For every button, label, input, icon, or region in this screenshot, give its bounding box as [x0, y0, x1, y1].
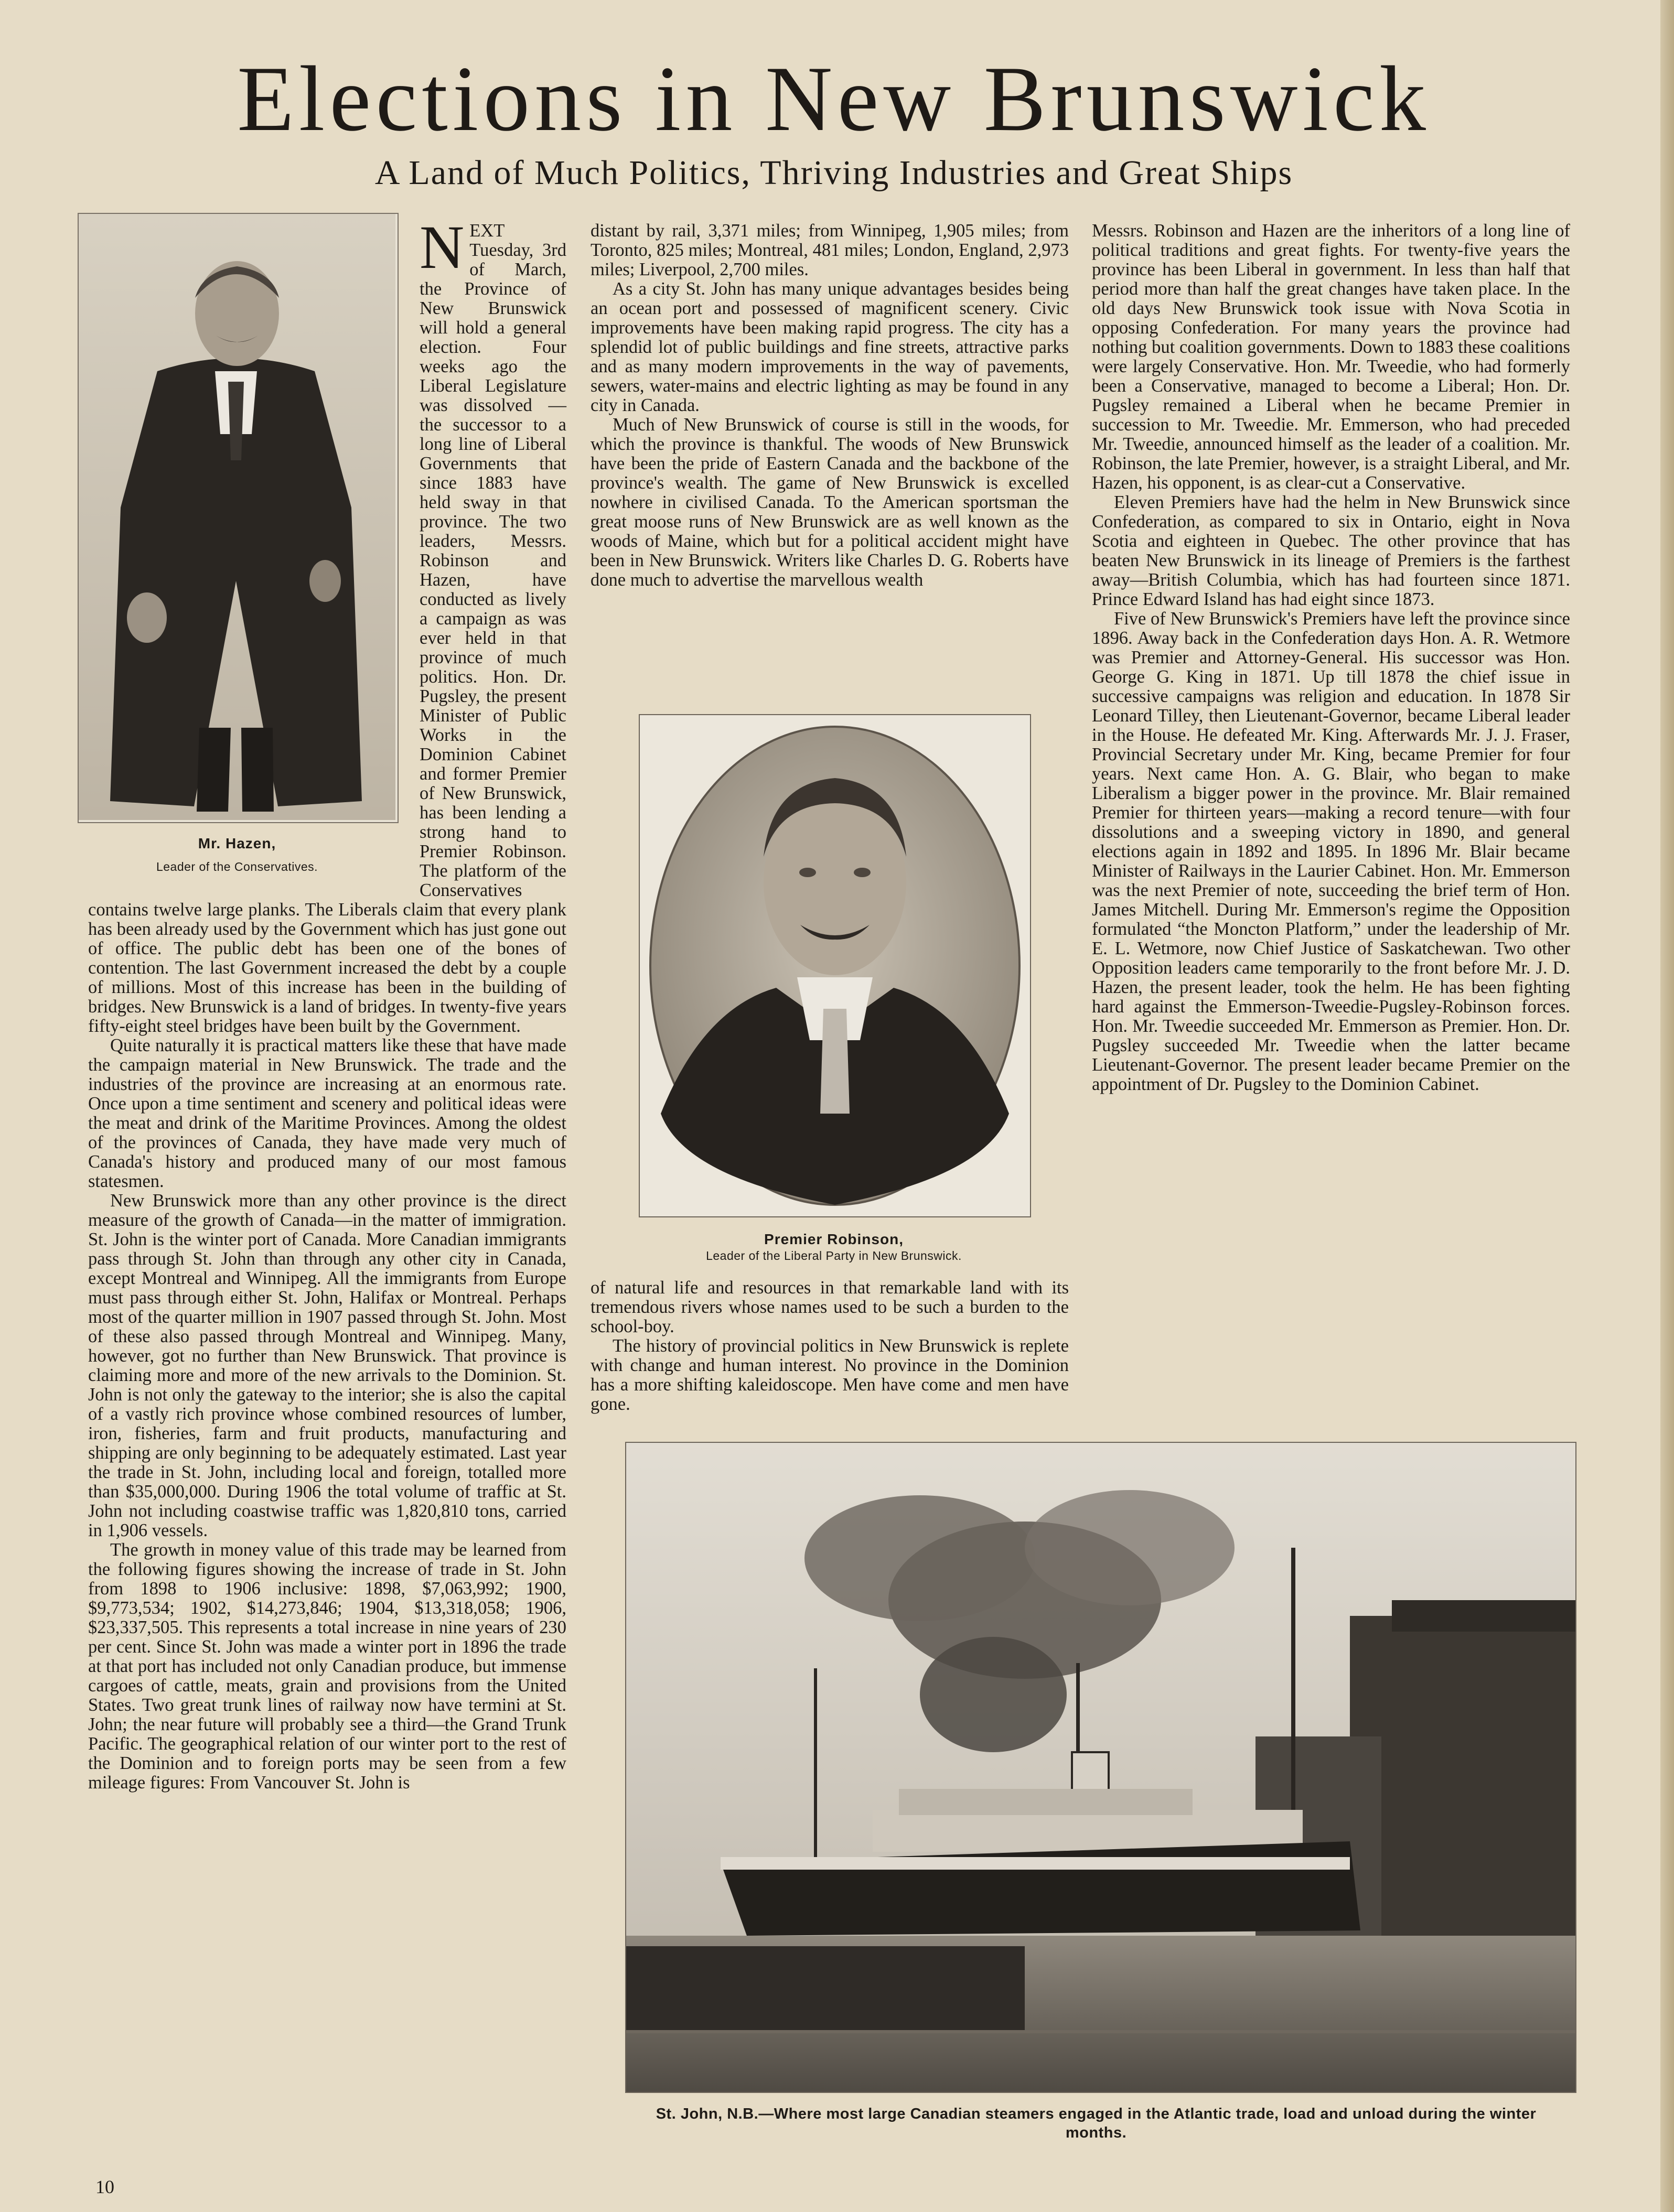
hazen-caption-name: Mr. Hazen, [198, 835, 276, 851]
paragraph: Quite naturally it is practical matters like these that have made the campaign material in New Brunswick. The trade and the industries of the province are increasing at an enormous rate. Once upon a time sentiment and scenery and political ideas were the meat and drink of the Maritime Provinces. Among the oldest of the provinces of Canada, they have made very much of Canada's history and produced many of our most famous statesmen. [88, 1035, 566, 1191]
robinson-photo [639, 714, 1031, 1217]
drop-cap: N [420, 213, 465, 282]
steamship-harbour-image [626, 1443, 1575, 2092]
hazen-photo [78, 213, 399, 823]
page-number: 10 [95, 2176, 114, 2197]
binding-edge [1660, 0, 1674, 2212]
column-2-bottom [591, 1278, 1069, 1414]
ship-photo [625, 1442, 1576, 2093]
robinson-caption-role: Leader of the Liberal Party in New Brunswick. [706, 1249, 962, 1263]
paragraph: distant by rail, 3,371 miles; from Winnipeg, 1,905 miles; from Toronto, 825 miles; Montreal, 481 miles; London, England, 2,973 miles; Liverpool, 2,700 miles. [591, 221, 1069, 279]
article-subtitle: A Land of Much Politics, Thriving Industries and Great Ships [374, 154, 1293, 192]
paragraph: As a city St. John has many unique advantages besides being an ocean port and possessed of magnificent scenery. Civic improvements have been making rapid progress. The city has a splendid lot of public buildings and fine streets, attractive parks and as many modern improvements in the way of pavements, sewers, water-mains and electric lighting as may be found in any city in Canada. [591, 279, 1069, 415]
column-1 [88, 213, 566, 1793]
paragraph: The history of provincial politics in New Brunswick is replete with change and human interest. No province in the Dominion has a more shifting kaleidoscope. Men have come and men have gone. [591, 1336, 1069, 1414]
paragraph: of natural life and resources in that remarkable land with its tremendous rivers whose names used to be such a burden to the school-boy. [591, 1278, 1069, 1336]
ship-caption: St. John, N.B.—Where most large Canadian steamers engaged in the Atlantic trade, load and unload during the winter months. [656, 2106, 1537, 2141]
column-2-top [591, 221, 1069, 590]
hazen-photo-block [78, 213, 407, 891]
robinson-caption-name: Premier Robinson, [764, 1231, 904, 1247]
paragraph: NEXT Tuesday, 3rd of March, the Province of New Brunswick will hold a general election. Four weeks ago the Liberal Legislature was dissolved — the successor to a long line of Liberal Governments that since 1883 have held sway in that province. The two leaders, Messrs. Robinson and Hazen, have conducted as lively a campaign as was ever held in that province of much politics. Hon. Dr. Pugsley, the present Minister of Public Works in the Dominion Cabinet and former Premier of New Brunswick, has been lending a strong hand to Premier Robinson. The platform of the Conservatives contains twelve large planks. The Liberals claim that every plank has been already used by the Government which has just gone out of office. The public debt has been one of the bones of contention. The last Government increased the debt by a couple of millions. Most of this increase has been in the building of bridges. New Brunswick is a land of bridges. In twenty-five years fifty-eight steel bridges have been built by the Government. [88, 213, 566, 1036]
hazen-portrait-image [79, 214, 395, 820]
paragraph: The growth in money value of this trade may be learned from the following figures showing the increase of trade in St. John from 1898 to 1906 inclusive: 1898, $7,063,992; 1900, $9,773,534; 1902, $14,273,846; 1904, $13,318,058; 1906, $23,337,505. This represents a total increase in nine years of 230 per cent. Since St. John was made a winter port in 1896 the trade at that port has included not only Canadian produce, but immense cargoes of cattle, meats, grain and provisions from the United States. Two great trunk lines of railway now have termini at St. John; the near future will probably see a third—the Grand Trunk Pacific. The geographical relation of our winter port to the rest of the Dominion and to foreign ports may be seen from a few mileage figures: From Vancouver St. John is [88, 1540, 566, 1793]
paragraph: Five of New Brunswick's Premiers have left the province since 1896. Away back in the Confederation days Hon. A. R. Wetmore was Premier and Attorney-General. His successor was Hon. George G. King in 1871. Up till 1878 the chief issue in successive campaigns was religion and education. In 1878 Sir Leonard Tilley, then Lieutenant-Governor, became Liberal leader in the House. He defeated Mr. King. Afterwards Mr. J. J. Fraser, Provincial Secretary under Mr. King, became Premier for four years. Next came Hon. A. G. Blair, who began to make Liberalism a bigger power in the province. Mr. Blair remained Premier for thirteen years—making a record tenure—with four dissolutions and a sweeping victory in 1890, and general elections again in 1892 and 1895. In 1896 Mr. Blair became Minister of Railways in the Laurier Cabinet. Hon. Mr. Emmerson was the next Premier of note, succeeding the brief term of Hon. James Mitchell. During Mr. Emmerson's regime the Opposition formulated “the Moncton Platform,” under the leadership of Mr. E. L. Wetmore, now Chief Justice of Saskatchewan. Two other Opposition leaders came temporarily to the front before Mr. J. D. Hazen, the present leader, took the helm. He has been fighting hard against the Emmerson-Tweedie-Pugsley-Robinson forces. Hon. Mr. Tweedie succeeded Mr. Emmerson as Premier. Hon. Dr. Pugsley succeeded Mr. Tweedie when the latter became Lieutenant-Governor. The present leader became Premier on the appointment of Dr. Pugsley to the Dominion Cabinet. [1092, 609, 1570, 1094]
paragraph: Eleven Premiers have had the helm in New Brunswick since Confederation, as compared to six in Ontario, eight in Nova Scotia and eighteen in Quebec. The other province that has beaten New Brunswick in its lineage of Premiers is the farthest away—British Columbia, which has had fourteen since 1871. Prince Edward Island has had eight since 1873. [1092, 492, 1570, 609]
paragraph: Messrs. Robinson and Hazen are the inheritors of a long line of political traditions and great fights. For twenty-five years the province has been Liberal in government. In less than half that period more than half the great changes have taken place. In the old days New Brunswick took issue with Nova Scotia in opposing Confederation. For many years the province had nothing but coalition governments. Down to 1883 these coalitions were largely Conservative. Hon. Mr. Tweedie, who had formerly been a Conservative, managed to become a Liberal; Hon. Dr. Pugsley remained a Liberal when he became Premier in succession to Mr. Tweedie. Mr. Emmerson, who had preceded Mr. Tweedie, announced himself as the leader of a coalition. Mr. Robinson, the late Premier, however, is a straight Liberal, and Mr. Hazen, his opponent, is as clear-cut a Conservative. [1092, 221, 1570, 493]
hazen-caption-role: Leader of the Conservatives. [156, 860, 318, 873]
column-3 [1092, 221, 1570, 1094]
robinson-portrait-image [640, 715, 1030, 1216]
paragraph: Much of New Brunswick of course is still in the woods, for which the province is thankful. The woods of New Brunswick have been the pride of Eastern Canada and the backbone of the province's wealth. The game of New Brunswick is excelled nowhere in civilised Canada. To the American sportsman the great moose runs of New Brunswick are as well known as the woods of Maine, which but for a political accident might have been in New Brunswick. Writers like Charles D. G. Roberts have done much to advertise the marvellous wealth [591, 415, 1069, 590]
paragraph: New Brunswick more than any other province is the direct measure of the growth of Canada—in the matter of immigration. St. John is the winter port of Canada. More Canadian immigrants pass through St. John than through any other city in Canada, except Montreal and Winnipeg. All the immigrants from Europe must pass through either St. John, Halifax or Montreal. Perhaps most of the quarter million in 1907 passed through St. John. Most of these also passed through Montreal and Winnipeg. Many, however, got no further than New Brunswick. That province is claiming more and more of the new arrivals to the Dominion. St. John is not only the gateway to the interior; she is also the capital of a vastly rich province whose combined resources of lumber, iron, fisheries, farm and fruit products, manufacturing and shipping are only beginning to be adequately estimated. Last year the trade in St. John, including local and foreign, totalled more than $35,000,000. During 1906 the total volume of traffic at St. John not including coastwise traffic was 1,820,810 tons, carried in 1,906 vessels. [88, 1191, 566, 1540]
article-title: Elections in New Brunswick [237, 47, 1431, 150]
